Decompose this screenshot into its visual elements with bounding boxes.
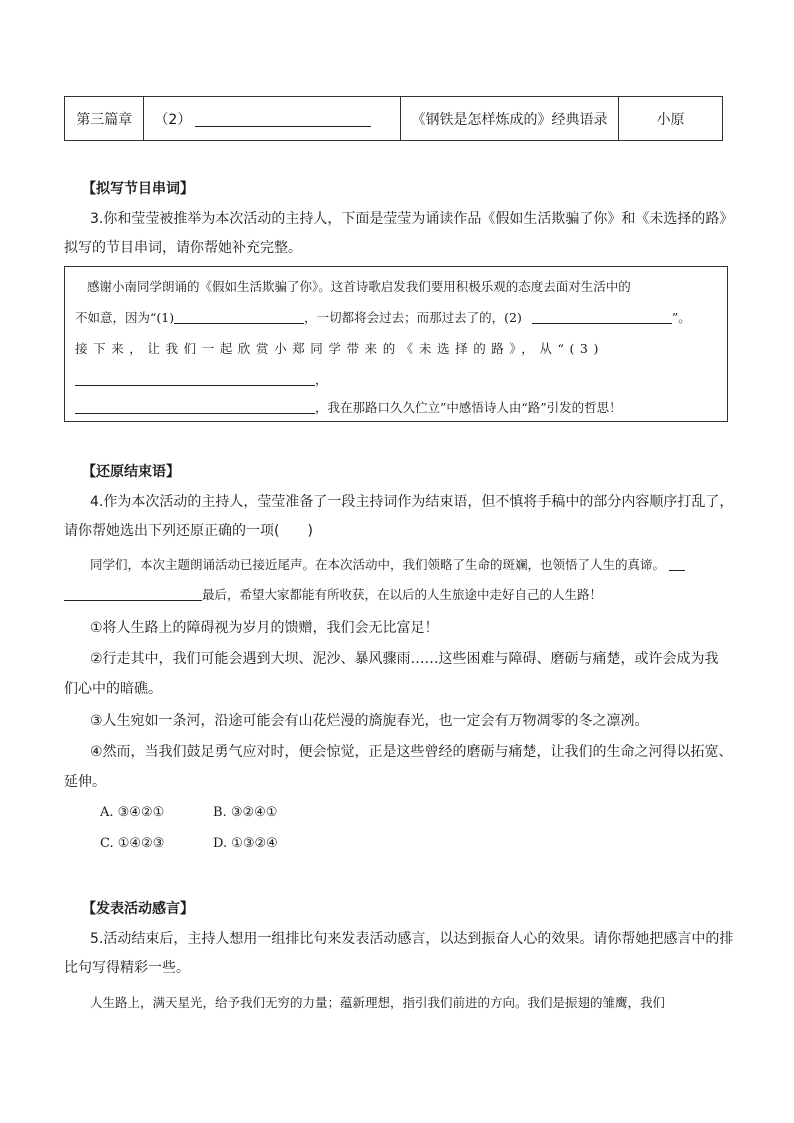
- option-item-2-line2: 们心中的暗礁。: [64, 681, 162, 697]
- closing-passage-text1: 同学们，本次主题朗诵活动已接近尾声。在本次活动中，我们领略了生命的斑斓，也领悟了人生的真谛。: [90, 557, 666, 572]
- answer-box: [64, 266, 728, 422]
- section-title-reflection: 【发表活动感言】: [82, 901, 194, 917]
- item-prefix: （2）: [154, 111, 192, 128]
- box-line4: [75, 370, 717, 388]
- table-row: [65, 97, 723, 141]
- closing-passage-text2: 最后，希望大家都能有所收获，在以后的人生旅途中走好自己的人生路！: [202, 587, 603, 602]
- choice-a[interactable]: A. ③④②①: [100, 805, 165, 820]
- option-item-4: [64, 737, 733, 797]
- choice-b[interactable]: B. ③②④①: [213, 805, 278, 820]
- question-4-line2: 请你帮她选出下列还原正确的一项( ): [64, 523, 313, 539]
- question-3-line2: 拟写的节目串词，请你帮她补充完整。: [64, 240, 302, 256]
- option-item-2: [64, 644, 728, 704]
- question-3-line1: 3.你和莹莹被推举为本次活动的主持人，下面是莹莹为诵读作品《假如生活欺骗了你》和《未选择的路》: [90, 211, 734, 227]
- box-line5-text: ，我在那路口久久伫立”中感悟诗人由“路”引发的哲思！: [315, 400, 622, 415]
- closing-passage-line1: [64, 550, 728, 580]
- blank-closing-a[interactable]: [669, 558, 685, 571]
- blank-3[interactable]: [75, 373, 315, 386]
- reflection-passage: 人生路上，满天星光，给予我们无穷的力量；蕴新理想，指引我们前进的方向。我们是振翅的雏鹰，我们: [90, 995, 666, 1010]
- question-5-line1: 5.活动结束后，主持人想用一组排比句来发表活动感言，以达到振奋人心的效果。请你帮她把感言中的排: [90, 931, 734, 947]
- question-5: [64, 925, 734, 983]
- blank-1[interactable]: [174, 311, 304, 324]
- box-line2-b: ，一切都将会过去；而那过去了的，(2): [304, 310, 522, 325]
- section-title-closing: 【还原结束语】: [82, 464, 180, 480]
- blank-closing-b[interactable]: [64, 588, 202, 601]
- item-cell: [144, 97, 400, 141]
- chapter-cell: 第三篇章: [65, 97, 144, 141]
- box-line1: 感谢小南同学朗诵的《假如生活欺骗了你》。这首诗歌启发我们要用积极乐观的态度去面对生活中的: [87, 279, 631, 294]
- box-line4-comma: ，: [315, 372, 328, 387]
- box-line2-c: ”。: [671, 310, 691, 325]
- program-table: [64, 96, 723, 141]
- box-line5: [75, 398, 717, 416]
- question-5-line2: 比句写得精彩一些。: [64, 960, 190, 976]
- choice-c[interactable]: C. ①④②③: [100, 836, 165, 851]
- option-item-4-line1: ④然而，当我们鼓足勇气应对时，便会惊觉，正是这些曾经的磨砺与痛楚，让我们的生命之河得以拓宽、: [90, 744, 733, 760]
- box-line3: 接下来，让我们一起欣赏小郑同学带来的《未选择的路》，从“(3): [75, 341, 604, 356]
- content-cell: 《钢铁是怎样炼成的》经典语录: [400, 97, 618, 141]
- question-4-line1: 4.作为本次活动的主持人，莹莹准备了一段主持词作为结束语，但不慎将手稿中的部分内容顺序打乱了，: [90, 494, 734, 510]
- box-line2-a: 不如意，因为“(1): [75, 310, 175, 325]
- closing-passage: [64, 550, 728, 610]
- option-item-2-line1: ②行走其中，我们可能会遇到大坝、泥沙、暴风骤雨……这些困难与障碍、磨砺与痛楚，或许会成为我: [90, 651, 719, 667]
- question-4: [64, 488, 734, 546]
- question-3: [64, 205, 734, 263]
- option-item-3: ③人生宛如一条河，沿途可能会有山花烂漫的旖旎春光，也一定会有万物凋零的冬之凛冽。: [90, 713, 649, 729]
- choice-d[interactable]: D. ①③②④: [213, 836, 278, 851]
- blank-2[interactable]: [532, 311, 672, 324]
- option-item-4-line2: 延伸。: [64, 774, 106, 790]
- closing-passage-line2: [64, 580, 728, 610]
- box-line2: [75, 308, 717, 326]
- performer-cell: 小原: [619, 97, 723, 141]
- option-item-1: ①将人生路上的障碍视为岁月的馈赠，我们会无比富足！: [90, 620, 439, 636]
- blank-4[interactable]: [75, 401, 315, 414]
- item-blank[interactable]: [195, 112, 371, 127]
- section-title-intro: 【拟写节目串词】: [82, 181, 194, 197]
